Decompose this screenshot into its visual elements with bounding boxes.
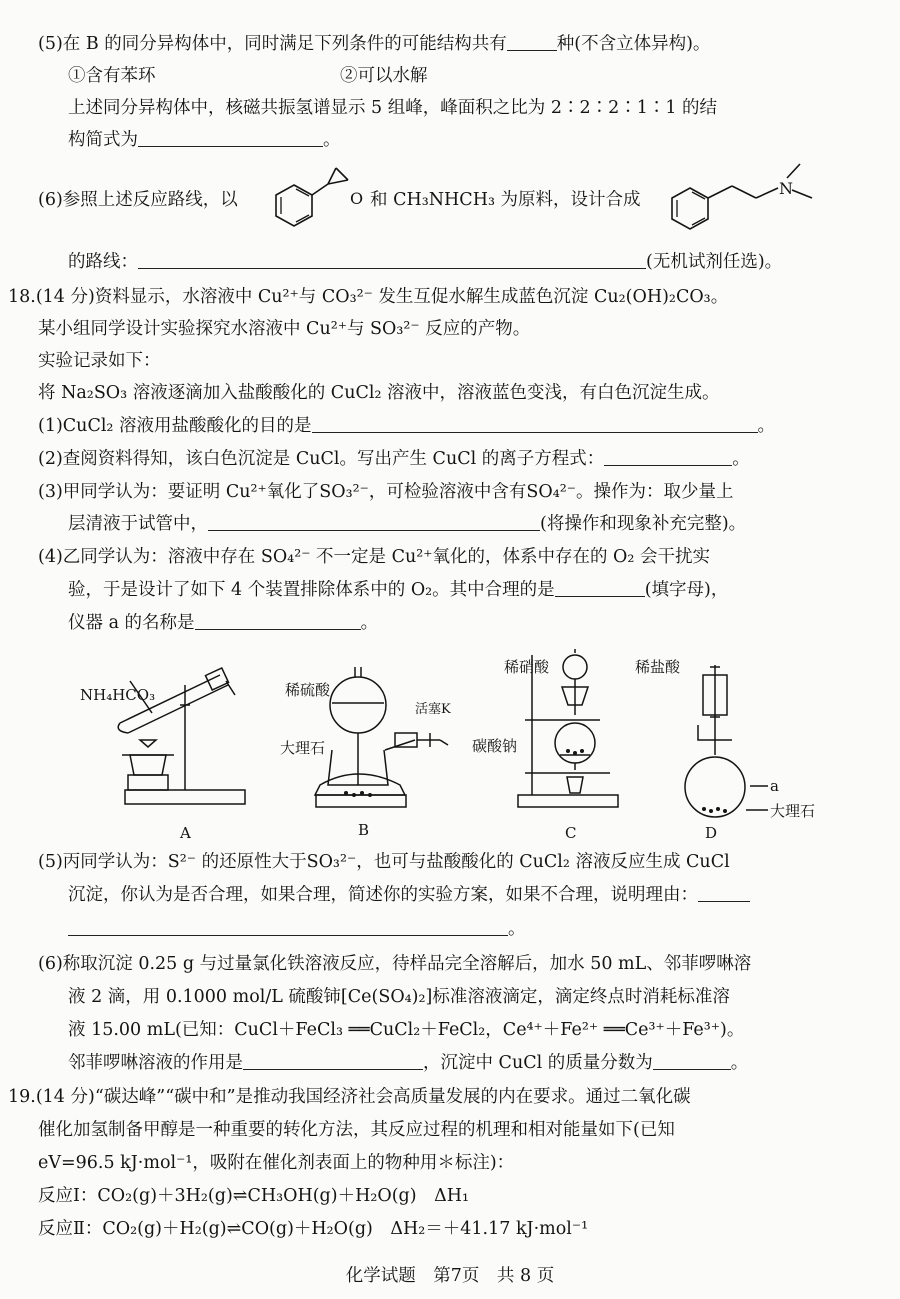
q18-p4-choice-blank[interactable]: [555, 578, 645, 597]
q18-p4-instrument-blank[interactable]: [195, 611, 361, 630]
label-sodium-carbonate: 碳酸钠: [472, 737, 518, 755]
q18-p2-text: (2)查阅资料得知，该白色沉淀是 CuCl。写出产生 CuCl 的离子方程式：: [38, 449, 605, 469]
q18-line1: 18.(14 分)资料显示，水溶液中 Cu²⁺与 CO₃²⁻ 发生互促水解生成蓝色沉淀 Cu₂(OH)₂CO₃。: [8, 287, 729, 307]
q18-p4-instrument-label: 仪器 a 的名称是: [68, 613, 195, 633]
label-nh4hco3: NH₄HCO₃: [80, 686, 156, 704]
q18-p3-text: 层清液于试管中，: [68, 514, 208, 534]
q18-p3-note: (将操作和现象补充完整)。: [540, 514, 747, 534]
q5-count-blank[interactable]: [507, 32, 557, 51]
label-dilute-nitric-acid: 稀硝酸: [504, 658, 550, 676]
q18-p2-end: 。: [732, 449, 750, 469]
q6-line2: [68, 250, 782, 274]
q18-p1: [38, 414, 775, 438]
q19-reaction-2: 反应Ⅱ：CO₂(g)＋H₂(g)⇌CO(g)＋H₂O(g) ΔH₂＝＋41.17 kJ·mol⁻¹: [38, 1219, 589, 1239]
q18-p6-role-blank[interactable]: [243, 1051, 423, 1070]
q19-line3: eV=96.5 kJ·mol⁻¹，吸附在催化剂表面上的物种用＊标注)：: [38, 1153, 515, 1173]
q5-line3: 上述同分异构体中，核磁共振氢谱显示 5 组峰，峰面积之比为 2∶2∶2∶1∶1 的结: [68, 98, 718, 118]
q18-p4-end: 。: [360, 613, 379, 633]
q5-period: 。: [323, 130, 341, 150]
q5-structure-blank[interactable]: [138, 128, 323, 147]
q18-p6c: 液 15.00 mL(已知：CuCl＋FeCl₃ ══CuCl₂＋FeCl₂，Ce⁴⁺＋Fe²⁺ ══Ce³⁺＋Fe³⁺)。: [68, 1020, 745, 1040]
label-valve-k: 活塞K: [415, 702, 451, 717]
q18-p5-blank-a[interactable]: [698, 883, 750, 902]
q18-p2-blank[interactable]: [604, 447, 732, 466]
q6-text-a: (6)参照上述反应路线，以: [38, 190, 238, 210]
styrene-oxide-structure: [266, 160, 370, 240]
q6-route-label: 的路线：: [68, 252, 138, 272]
q18-p4a: (4)乙同学认为：溶液中存在 SO₄²⁻ 不一定是 Cu²⁺氧化的，体系中存在的 O₂ 会干扰实: [38, 547, 710, 567]
q18-line2: 某小组同学设计实验探究水溶液中 Cu²⁺与 SO₃²⁻ 反应的产物。: [38, 319, 531, 339]
q18-p5c: [68, 917, 526, 941]
q18-p5a: (5)丙同学认为：S²⁻ 的还原性大于SO₃²⁻，也可与盐酸酸化的 CuCl₂ 溶液反应生成 CuCl: [38, 852, 730, 872]
page-footer: 化学试题 第7页 共 8 页: [345, 1266, 555, 1286]
label-marble-b: 大理石: [280, 739, 326, 757]
q19-line1: 19.(14 分)“碳达峰”“碳中和”是推动我国经济社会高质量发展的内在要求。通过二氧化碳: [8, 1087, 691, 1107]
device-d: [685, 665, 768, 817]
label-device-b: B: [358, 821, 370, 839]
q5-structure-label: 构简式为: [68, 130, 138, 150]
q5-line1: [38, 32, 710, 56]
q18-p5-end: 。: [508, 919, 526, 939]
q5-text: (5)在 B 的同分异构体中，同时满足下列条件的可能结构共有: [38, 34, 507, 54]
q6-text-b: 和 CH₃NHCH₃ 为原料，设计合成: [370, 190, 641, 210]
label-dilute-sulfuric-acid: 稀硫酸: [285, 681, 331, 699]
target-amine-structure: [660, 158, 820, 242]
q18-p5-blank-b[interactable]: [68, 917, 508, 936]
q5-cond1: ①含有苯环: [68, 66, 156, 86]
device-b: [315, 667, 448, 807]
q19-reaction-1: 反应Ⅰ：CO₂(g)＋3H₂(g)⇌CH₃OH(g)＋H₂O(g) ΔH₁: [38, 1186, 469, 1206]
q18-p6-fraction-label: ，沉淀中 CuCl 的质量分数为: [423, 1053, 653, 1073]
q18-p6b: 液 2 滴，用 0.1000 mol/L 硫酸铈[Ce(SO₄)₂]标准溶液滴定，滴定终点时消耗标准溶: [68, 987, 730, 1007]
q18-p4b: [68, 578, 728, 602]
q18-p5-text: 沉淀，你认为是否合理，如果合理，简述你的实验方案，如果不合理，说明理由：: [68, 885, 698, 905]
q18-p6-fraction-blank[interactable]: [653, 1051, 731, 1070]
q18-p1-text: (1)CuCl₂ 溶液用盐酸酸化的目的是: [38, 416, 312, 436]
q5-line4: [68, 128, 341, 152]
label-device-c: C: [565, 824, 577, 842]
label-device-a: A: [180, 824, 191, 842]
q18-p6-role-label: 邻菲啰啉溶液的作用是: [68, 1053, 243, 1073]
q18-p4d: [68, 611, 378, 635]
q5-cond2: ②可以水解: [340, 66, 428, 86]
q18-p6-end: 。: [730, 1053, 749, 1073]
q18-p1-blank[interactable]: [312, 414, 758, 433]
label-device-d: D: [705, 824, 718, 842]
q18-p4-note: (填字母)，: [644, 580, 729, 600]
q18-p3-blank[interactable]: [208, 512, 540, 531]
q6-route-blank[interactable]: [138, 250, 646, 269]
q19-line2: 催化加氢制备甲醇是一种重要的转化方法，其反应过程的机理和相对能量如下(已知: [38, 1120, 675, 1140]
q6-route-note: (无机试剂任选)。: [646, 252, 783, 272]
q18-p2: [38, 447, 750, 471]
label-dilute-hydrochloric-acid: 稀盐酸: [635, 658, 681, 676]
label-marble-d: 大理石: [770, 802, 816, 820]
q18-p6d: [68, 1051, 748, 1075]
label-instrument-a: a: [770, 777, 779, 795]
q18-line4: 将 Na₂SO₃ 溶液逐滴加入盐酸酸化的 CuCl₂ 溶液中，溶液蓝色变浅，有白色沉淀生成。: [38, 383, 720, 403]
oxygen-atom: O: [350, 189, 364, 208]
apparatus-figure: [70, 645, 850, 845]
q18-p1-end: 。: [757, 416, 776, 436]
q18-p6a: (6)称取沉淀 0.25 g 与过量氯化铁溶液反应，待样品完全溶解后，加水 50 mL、邻菲啰啉溶: [38, 954, 752, 974]
q18-p4-text: 验，于是设计了如下 4 个装置排除体系中的 O₂。其中合理的是: [68, 580, 555, 600]
q5-text-end: 种(不含立体异构)。: [556, 34, 711, 54]
q18-line3: 实验记录如下：: [38, 351, 161, 371]
q18-p3b: [68, 512, 746, 536]
q18-p3a: (3)甲同学认为：要证明 Cu²⁺氧化了SO₃²⁻，可检验溶液中含有SO₄²⁻。操作为：取少量上: [38, 482, 734, 502]
nitrogen-atom: N: [779, 179, 793, 198]
q18-p5b: [68, 883, 750, 907]
